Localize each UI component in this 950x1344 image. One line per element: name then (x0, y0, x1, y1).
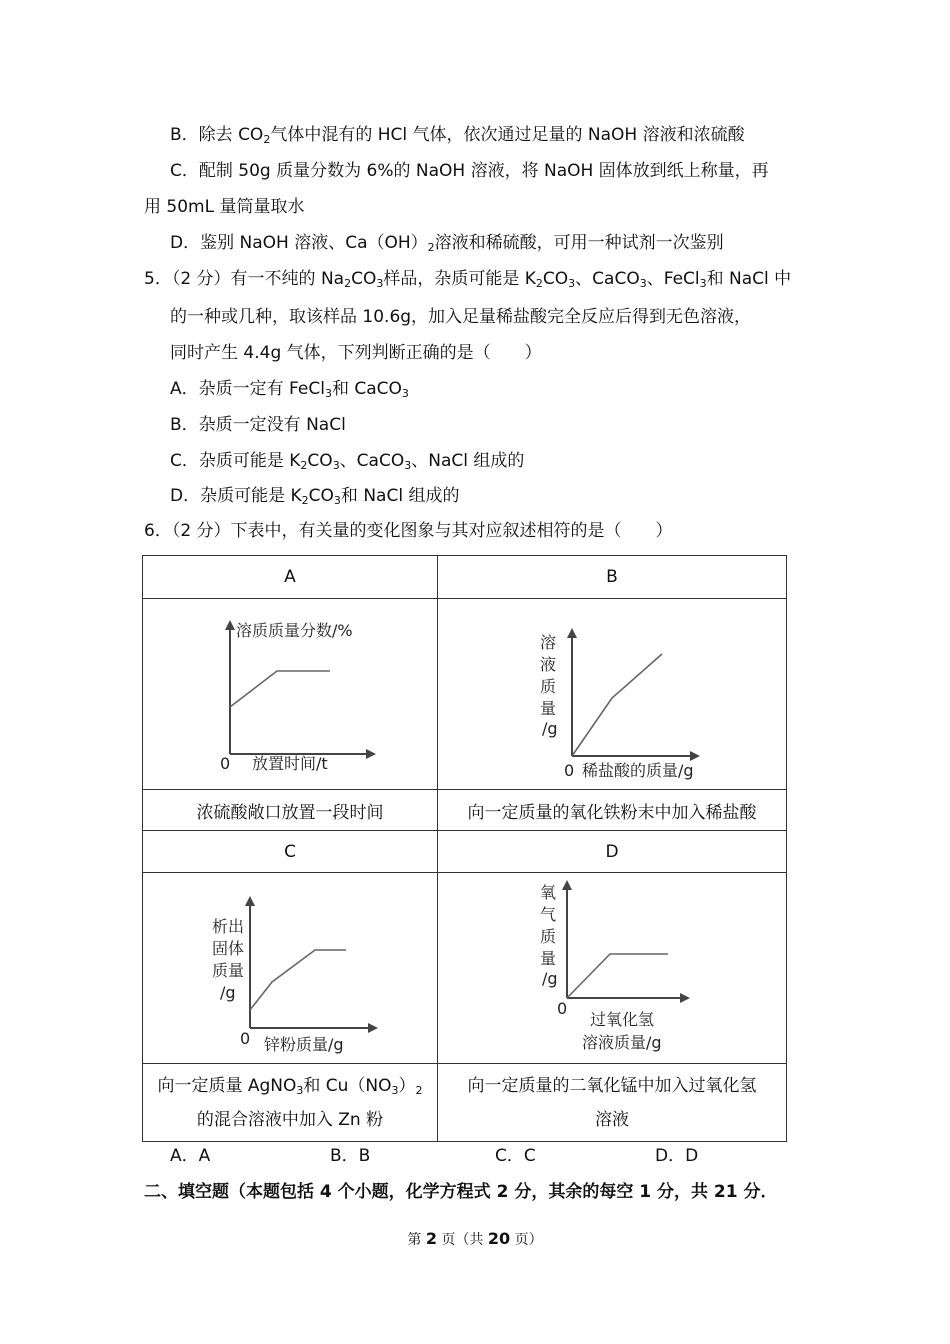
graph-c (200, 880, 380, 1056)
graph-c-curve (250, 950, 346, 1010)
graph-b-origin: 0 (564, 761, 575, 780)
graph-b-ylabel-4: 量 (540, 699, 557, 718)
graph-c-ylabel-1: 析出 (212, 917, 245, 936)
q6-choice-b: B．B (330, 1146, 371, 1166)
q4-option-b: B．除去 $CO_2$气体中混有的 HCl 气体，依次通过足量的 NaOH 溶液和浓硫酸 (170, 125, 745, 146)
q4-option-d: D．鉴别 NaOH 溶液、$Ca(OH)_2$溶液和稀硫酸，可用一种试剂一次鉴别 (170, 233, 724, 254)
caption-d-line1: 向一定质量的二氧化锰中加入过氧化氢 (467, 1075, 757, 1096)
graph-a-x-arrow (366, 749, 376, 759)
graph-c-ylabel-3: 质量 (212, 961, 245, 980)
graph-d-ylabel-4: 量 (540, 949, 557, 968)
graph-d-x-arrow (680, 993, 690, 1003)
q5-option-c: C．杂质可能是 $K_2CO_3$、CaCO$_3$、NaCl 组成的 (170, 451, 525, 472)
graph-a-xlabel: 放置时间/t (252, 754, 328, 773)
graph-a-curve (230, 671, 330, 707)
caption-c-line2: 的混合溶液中加入 Zn 粉 (196, 1109, 384, 1130)
graph-b-xlabel: 稀盐酸的质量/g (582, 761, 694, 780)
q5-option-d: D．杂质可能是 $K_2CO_3$和 NaCl 组成的 (170, 486, 460, 507)
graph-c-origin: 0 (240, 1029, 251, 1048)
graph-b-ylabel-3: 质 (540, 677, 557, 696)
graph-d-ylabel-3: 质 (540, 927, 557, 946)
header-a: A (143, 556, 438, 599)
caption-d-line2: 溶液 (595, 1109, 629, 1130)
graph-d-xlabel-1: 过氧化氢 (590, 1010, 655, 1029)
q5-stem-line3: 同时产生 4.4g 气体，下列判断正确的是（ ） (170, 343, 542, 363)
page-footer: 第 2 页（共 20 页） (407, 1229, 543, 1248)
graph-c-xlabel: 锌粉质量/g (264, 1035, 344, 1054)
q5-option-b: B．杂质一定没有 NaCl (170, 415, 346, 435)
graph-b-curve (572, 654, 662, 756)
graph-b (512, 606, 712, 782)
graph-c-ylabel-2: 固体 (212, 939, 245, 958)
graph-d-ylabel-2: 气 (540, 905, 557, 924)
header-b: B (438, 556, 787, 599)
graph-d-ylabel-5: /g (542, 969, 558, 988)
graph-b-cell (438, 599, 787, 790)
caption-b: 向一定质量的氧化铁粉末中加入稀盐酸 (438, 790, 787, 831)
graph-c-y-arrow (245, 896, 255, 906)
section-2-heading: 二、填空题（本题包括 4 个小题，化学方程式 2 分，其余的每空 1 分，共 21 分． (144, 1182, 778, 1202)
q4-option-c-line2: 用 50mL 量筒量取水 (144, 197, 305, 217)
q6-choice-d: D．D (655, 1146, 699, 1166)
graph-b-ylabel-5: /g (542, 719, 558, 738)
q5-option-a: A．杂质一定有 FeCl$_3$和 CaCO$_3$ (170, 379, 409, 400)
graph-a-cell (143, 599, 438, 790)
q5-stem-line2: 的一种或几种，取该样品 10.6g，加入足量稀盐酸完全反应后得到无色溶液， (170, 307, 752, 327)
q4-option-c-line1: C．配制 50g 质量分数为 6%的 NaOH 溶液，将 NaOH 固体放到纸上称量，再 (170, 161, 769, 181)
header-c: C (143, 831, 438, 873)
graph-b-ylabel-2: 液 (540, 655, 557, 674)
graph-d-origin: 0 (557, 999, 568, 1018)
caption-c (143, 1064, 438, 1142)
graph-b-ylabel-1: 溶 (540, 633, 557, 652)
q5-stem-line1: 5．（2 分）有一不纯的 $Na_2CO_3$样品，杂质可能是 $K_2CO_3$、CaCO$_3$、FeCl$_3$和 NaCl 中 (144, 269, 792, 290)
graph-a-y-arrow (225, 620, 235, 630)
caption-a: 浓硫酸敞口放置一段时间 (143, 790, 438, 831)
graph-d-curve (567, 954, 668, 998)
graph-a (200, 614, 380, 774)
q6-stem: 6．（2 分）下表中，有关量的变化图象与其对应叙述相符的是（ ） (144, 521, 673, 541)
graph-c-cell (143, 873, 438, 1064)
q6-graph-table (142, 555, 787, 1142)
caption-c-line1: 向一定质量 AgNO$_3$和 $Cu(NO_3)_2$ (157, 1075, 423, 1097)
caption-d (438, 1064, 787, 1142)
graph-d-ylabel-1: 氧 (540, 883, 557, 902)
q6-choice-a: A．A (170, 1146, 211, 1166)
q6-choice-c: C．C (495, 1146, 536, 1166)
graph-d (512, 878, 712, 1058)
graph-a-origin: 0 (220, 754, 231, 773)
graph-b-x-arrow (690, 751, 700, 761)
graph-c-ylabel-4: /g (220, 983, 236, 1002)
graph-a-ylabel: 溶质质量分数/% (236, 621, 353, 640)
graph-d-xlabel-2: 溶液质量/g (582, 1033, 662, 1052)
graph-d-cell (438, 873, 787, 1064)
graph-c-x-arrow (368, 1023, 378, 1033)
header-d: D (438, 831, 787, 873)
graph-d-y-arrow (562, 880, 572, 890)
graph-b-y-arrow (567, 628, 577, 638)
